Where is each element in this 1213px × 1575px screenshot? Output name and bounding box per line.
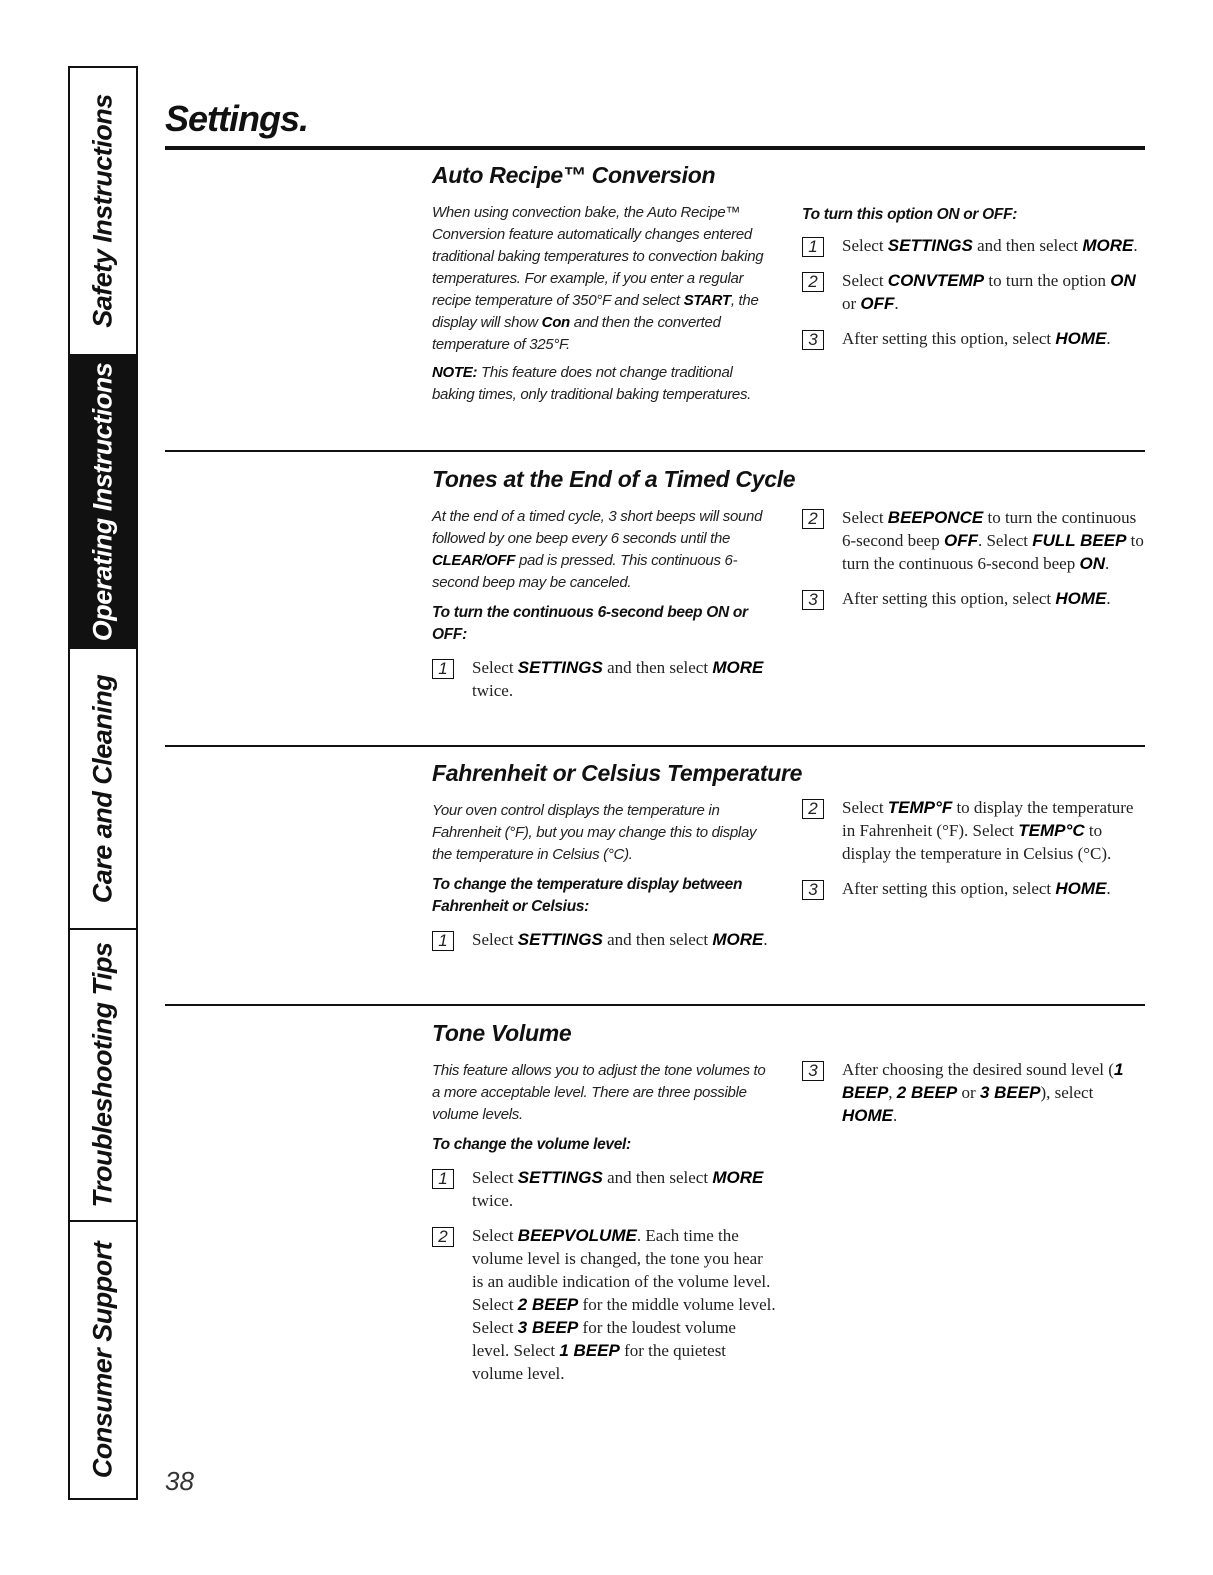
step-3: 3 After setting this option, select HOME. bbox=[802, 587, 1147, 610]
step-1: 1 Select SETTINGS and then select MORE. bbox=[802, 234, 1147, 257]
steps-subhead: To change the temperature display between Fahrenheit or Celsius: bbox=[432, 876, 743, 915]
steps-subhead: To turn this option ON or OFF: bbox=[802, 206, 1018, 223]
section-divider bbox=[165, 1004, 1145, 1006]
tab-troubleshooting-tips[interactable] bbox=[70, 930, 136, 1222]
section-note: NOTE: This feature does not change traditional baking times, only traditional baking temperatures. bbox=[432, 364, 752, 403]
section-intro: When using convection bake, the Auto Recipe™ Conversion feature automatically changes entered traditional baking temperatures to convection baking temperatures. For example, if you enter a regular recipe temperature of 350°F and select START, the display will show Con and then the converted temperature of 325°F. bbox=[432, 204, 764, 353]
step-number: 2 bbox=[802, 272, 824, 292]
step-1: 1 Select SETTINGS and then select MORE twice. bbox=[432, 656, 777, 702]
tab-label: Troubleshooting Tips bbox=[87, 942, 118, 1208]
step-number: 3 bbox=[802, 880, 824, 900]
section-steps-column bbox=[802, 1058, 1147, 1127]
step-2: 2 Select BEEPVOLUME. Each time the volume level is changed, the tone you hear is an audible indication of the volume level. Select 2 BEEP for the middle volume level. Select 3 BEEP for the loudest volume level. Select 1 BEEP for the quietest volume level. bbox=[432, 1224, 777, 1385]
step-number: 3 bbox=[802, 590, 824, 610]
tab-safety-instructions[interactable] bbox=[70, 68, 136, 356]
section-intro: Your oven control displays the temperature in Fahrenheit (°F), but you may change this to display the temperature in Celsius (°C). bbox=[432, 802, 757, 863]
title-rule bbox=[165, 146, 1145, 150]
steps-subhead: To turn the continuous 6-second beep ON or OFF: bbox=[432, 604, 748, 643]
section-intro-column bbox=[432, 1060, 777, 1385]
step-3: 3 After setting this option, select HOME. bbox=[802, 327, 1147, 350]
step-3: 3 After setting this option, select HOME. bbox=[802, 877, 1147, 900]
section-tones-end-cycle bbox=[432, 466, 1147, 736]
step-number: 1 bbox=[432, 1169, 454, 1189]
section-fahrenheit-celsius bbox=[432, 760, 1147, 1000]
section-auto-recipe bbox=[432, 162, 1147, 442]
section-intro-column bbox=[432, 202, 777, 406]
section-intro-column bbox=[432, 506, 777, 702]
step-2: 2 Select BEEPONCE to turn the continuous 6-second beep OFF. Select FULL BEEP to turn the continuous 6-second beep ON. bbox=[802, 506, 1147, 575]
step-2: 2 Select TEMP°F to display the temperature in Fahrenheit (°F). Select TEMP°C to display the temperature in Celsius (°C). bbox=[802, 796, 1147, 865]
tab-operating-instructions[interactable] bbox=[70, 356, 136, 649]
steps-subhead: To change the volume level: bbox=[432, 1136, 631, 1153]
step-number: 3 bbox=[802, 1061, 824, 1081]
section-steps-column bbox=[802, 204, 1147, 350]
section-title: Auto Recipe™ Conversion bbox=[432, 162, 716, 188]
step-2: 2 Select CONVTEMP to turn the option ON or OFF. bbox=[802, 269, 1147, 315]
tab-consumer-support[interactable] bbox=[70, 1222, 136, 1498]
section-intro-column bbox=[432, 800, 777, 951]
section-divider bbox=[165, 745, 1145, 747]
section-title: Tones at the End of a Timed Cycle bbox=[432, 466, 796, 492]
step-number: 2 bbox=[802, 799, 824, 819]
tab-label: Safety Instructions bbox=[87, 94, 118, 328]
step-number: 3 bbox=[802, 330, 824, 350]
section-intro: At the end of a timed cycle, 3 short beeps will sound followed by one beep every 6 seconds until the CLEAR/OFF pad is pressed. This continuous 6-second beep may be canceled. bbox=[432, 508, 763, 591]
section-steps-column bbox=[802, 796, 1147, 900]
tab-label: Care and Cleaning bbox=[87, 674, 118, 903]
section-intro: This feature allows you to adjust the tone volumes to a more acceptable level. There are three possible volume levels. bbox=[432, 1062, 766, 1123]
section-title: Tone Volume bbox=[432, 1020, 572, 1046]
page-number: 38 bbox=[165, 1466, 194, 1496]
step-1: 1 Select SETTINGS and then select MORE. bbox=[432, 928, 777, 951]
section-divider bbox=[165, 450, 1145, 452]
section-title: Fahrenheit or Celsius Temperature bbox=[432, 760, 803, 786]
step-number: 1 bbox=[432, 659, 454, 679]
step-number: 1 bbox=[802, 237, 824, 257]
step-number: 2 bbox=[802, 509, 824, 529]
page-title: Settings. bbox=[165, 98, 309, 139]
step-1: 1 Select SETTINGS and then select MORE twice. bbox=[432, 1166, 777, 1212]
step-3: 3 After choosing the desired sound level (1 BEEP, 2 BEEP or 3 BEEP), select HOME. bbox=[802, 1058, 1147, 1127]
section-steps-column bbox=[802, 506, 1147, 610]
side-tab-bar bbox=[68, 66, 138, 1500]
tab-care-and-cleaning[interactable] bbox=[70, 649, 136, 930]
tab-label: Operating Instructions bbox=[87, 362, 118, 641]
tab-label: Consumer Support bbox=[87, 1241, 118, 1479]
step-number: 2 bbox=[432, 1227, 454, 1247]
section-tone-volume bbox=[432, 1020, 1147, 1420]
step-number: 1 bbox=[432, 931, 454, 951]
